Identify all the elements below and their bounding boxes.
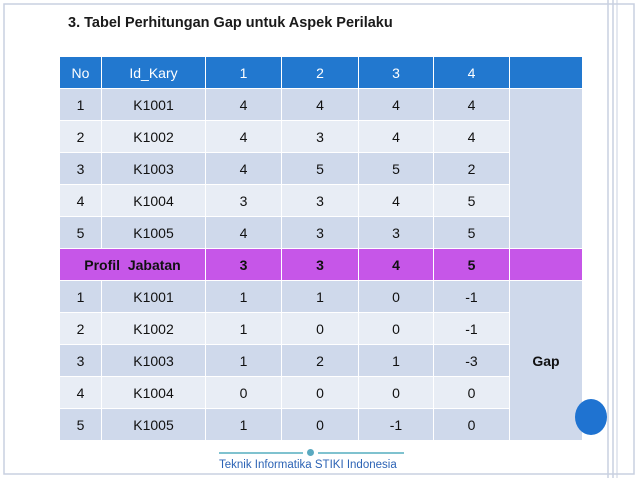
table-cell: 4 — [60, 185, 102, 217]
table-cell: 2 — [282, 345, 359, 377]
table-cell: 0 — [434, 409, 510, 441]
footer-dot-icon — [307, 449, 314, 456]
table-cell: 4 — [359, 89, 434, 121]
table-cell: 1 — [60, 281, 102, 313]
table-cell: K1004 — [102, 185, 206, 217]
table-cell: K1001 — [102, 281, 206, 313]
table-cell: 4 — [206, 217, 282, 249]
footer-brand-2: STIKI Indonesia — [314, 459, 397, 471]
table-cell: 5 — [434, 217, 510, 249]
table-cell: 3 — [282, 121, 359, 153]
table-cell: K1002 — [102, 313, 206, 345]
profil-value: 3 — [282, 249, 359, 281]
table-cell: K1003 — [102, 153, 206, 185]
table-row — [60, 121, 583, 153]
table-cell: -1 — [434, 281, 510, 313]
table-cell: 3 — [282, 217, 359, 249]
header-cell: 4 — [434, 57, 510, 89]
table-cell: 4 — [359, 121, 434, 153]
table-cell: K1003 — [102, 345, 206, 377]
table-cell: 0 — [359, 281, 434, 313]
footer-brand-1: Teknik Informatika — [219, 459, 312, 471]
decorative-circle — [575, 399, 607, 435]
table-cell: -1 — [434, 313, 510, 345]
table-cell: 1 — [359, 345, 434, 377]
table-row — [60, 153, 583, 185]
profil-value: 4 — [359, 249, 434, 281]
profil-blank-cell — [510, 249, 583, 281]
table-cell: 5 — [282, 153, 359, 185]
table-cell: 0 — [434, 377, 510, 409]
header-cell: 2 — [282, 57, 359, 89]
table-cell: 1 — [282, 281, 359, 313]
table-cell: 3 — [282, 185, 359, 217]
table-cell: 1 — [206, 409, 282, 441]
table-row — [60, 313, 583, 345]
table-cell: 4 — [206, 89, 282, 121]
table-cell: K1005 — [102, 409, 206, 441]
table-cell: 5 — [60, 217, 102, 249]
table-cell: 4 — [60, 377, 102, 409]
profil-value: 3 — [206, 249, 282, 281]
header-cell: 1 — [206, 57, 282, 89]
table-cell: 4 — [282, 89, 359, 121]
table-cell: K1004 — [102, 377, 206, 409]
table-header-row — [60, 57, 583, 89]
slide-title: 3. Tabel Perhitungan Gap untuk Aspek Perilaku — [68, 15, 393, 31]
table-cell: 1 — [60, 89, 102, 121]
gap-table — [59, 56, 583, 441]
table-cell: 4 — [434, 89, 510, 121]
table-cell: -3 — [434, 345, 510, 377]
table-cell: 2 — [434, 153, 510, 185]
footer-logo — [219, 449, 409, 475]
table-row — [60, 377, 583, 409]
table-cell: 2 — [60, 313, 102, 345]
table-cell: K1005 — [102, 217, 206, 249]
table-cell: 0 — [359, 313, 434, 345]
table-cell: 3 — [60, 153, 102, 185]
table-cell: K1001 — [102, 89, 206, 121]
table-row — [60, 89, 583, 121]
table-cell: 1 — [206, 281, 282, 313]
table-cell: 0 — [282, 377, 359, 409]
table-cell: K1002 — [102, 121, 206, 153]
footer-text — [219, 459, 397, 471]
table-cell: 4 — [359, 185, 434, 217]
table-cell: 0 — [359, 377, 434, 409]
footer-line-right — [318, 452, 404, 454]
table-cell: 4 — [434, 121, 510, 153]
header-cell: 3 — [359, 57, 434, 89]
header-cell: No — [60, 57, 102, 89]
header-cell — [510, 57, 583, 89]
table-cell: 1 — [206, 313, 282, 345]
table-cell: 3 — [206, 185, 282, 217]
profil-jabatan-row — [60, 249, 583, 281]
table-cell: 2 — [60, 121, 102, 153]
table-cell: 0 — [282, 313, 359, 345]
profil-value: 5 — [434, 249, 510, 281]
table-cell: 3 — [359, 217, 434, 249]
table-cell: 1 — [206, 345, 282, 377]
header-cell: Id_Kary — [102, 57, 206, 89]
table-cell: 3 — [60, 345, 102, 377]
table-row — [60, 185, 583, 217]
profil-label: Profil Jabatan — [60, 249, 206, 281]
table-cell: 5 — [434, 185, 510, 217]
table-row — [60, 281, 583, 313]
gap-label-cell: Gap — [510, 281, 583, 441]
table-cell: 5 — [60, 409, 102, 441]
table-row — [60, 409, 583, 441]
table-cell: 5 — [359, 153, 434, 185]
merged-blank-cell — [510, 89, 583, 249]
table-cell: 0 — [206, 377, 282, 409]
table-cell: -1 — [359, 409, 434, 441]
table-cell: 4 — [206, 153, 282, 185]
table-cell: 0 — [282, 409, 359, 441]
table-row — [60, 345, 583, 377]
footer-line-left — [219, 452, 303, 454]
table-row — [60, 217, 583, 249]
table-cell: 4 — [206, 121, 282, 153]
